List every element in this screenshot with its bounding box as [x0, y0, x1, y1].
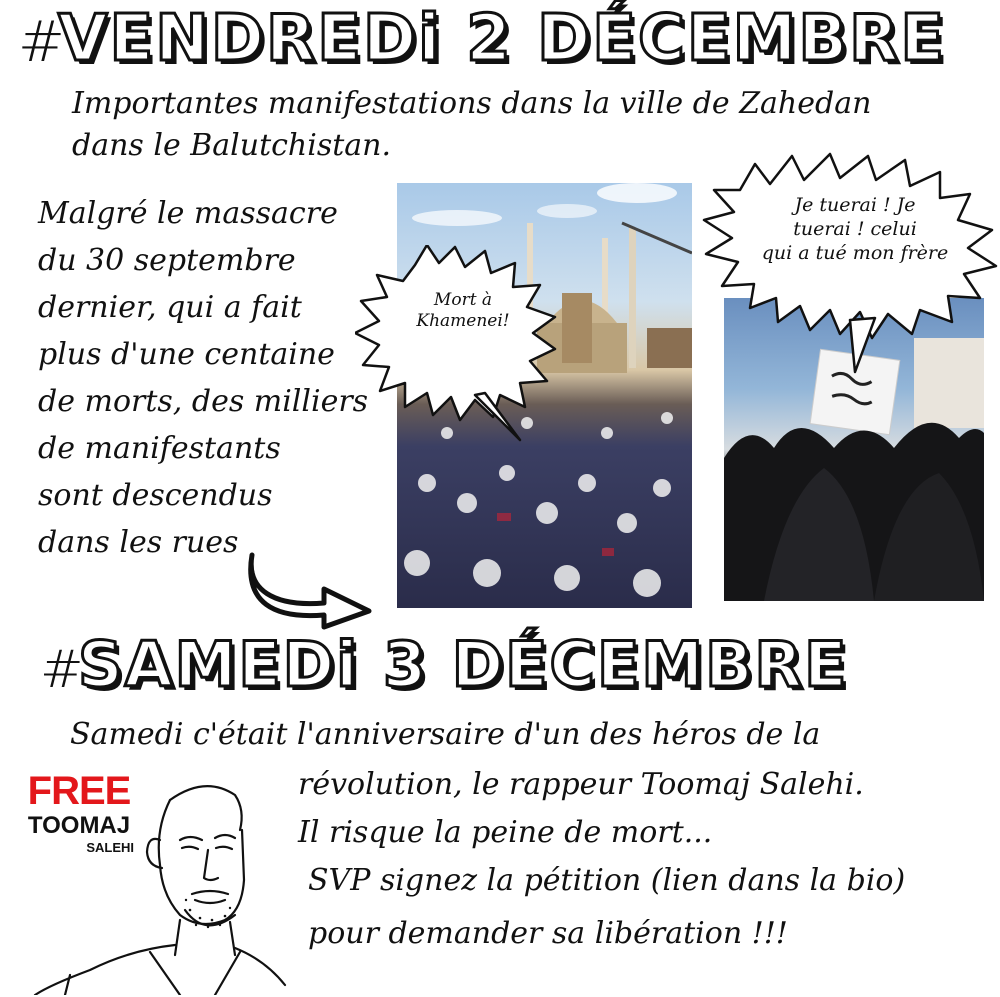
intro-line-1: Importantes manifestations dans la ville de Zahedan [72, 86, 872, 121]
body-line: de morts, des milliers [38, 384, 369, 419]
badge-free: FREE [27, 769, 131, 813]
body-line: du 30 septembre [38, 243, 296, 278]
text-line: SVP signez la pétition (lien dans la bio) [308, 863, 906, 898]
text-line: révolution, le rappeur Toomaj Salehi. [298, 767, 864, 802]
body-text-block [38, 190, 368, 566]
body-line: dernier, qui a fait [38, 290, 302, 325]
text-line: Samedi c'était l'anniversaire d'un des héros de la [70, 717, 821, 752]
bubble-right-line: qui a tué mon frère [761, 241, 949, 264]
body-line: de manifestants [38, 431, 281, 466]
text-line: pour demander sa libération !!! [308, 916, 788, 951]
body-line: Malgré le massacre [38, 196, 338, 231]
bubble-right-text [735, 194, 975, 265]
intro-line-2: dans le Balutchistan. [72, 128, 392, 163]
bubble-left-line: Khamenei! [416, 311, 510, 332]
page-title-friday: VENDREDi 2 DÉCEMBRE [58, 2, 947, 76]
bubble-right-line: Je tuerai ! Je [794, 194, 916, 216]
speech-bubble-left [355, 245, 565, 445]
page-title-saturday: SAMEDi 3 DÉCEMBRE [78, 628, 849, 701]
body-line: plus d'une centaine [38, 337, 335, 372]
bubble-right-line: tuerai ! celui [793, 217, 917, 240]
badge-name: TOOMAJ [27, 812, 131, 839]
curved-arrow-icon [244, 545, 379, 630]
badge-surname: SALEHI [86, 840, 134, 855]
hash-symbol-2: # [40, 640, 84, 700]
hash-symbol-1: # [18, 10, 65, 75]
bubble-left-line: Mort à [433, 290, 493, 310]
text-line: Il risque la peine de mort... [298, 815, 713, 850]
body-line: dans les rues [38, 525, 239, 560]
body-line: sont descendus [38, 478, 273, 513]
bubble-left-text [388, 290, 538, 333]
portrait-drawing-icon [30, 770, 290, 995]
